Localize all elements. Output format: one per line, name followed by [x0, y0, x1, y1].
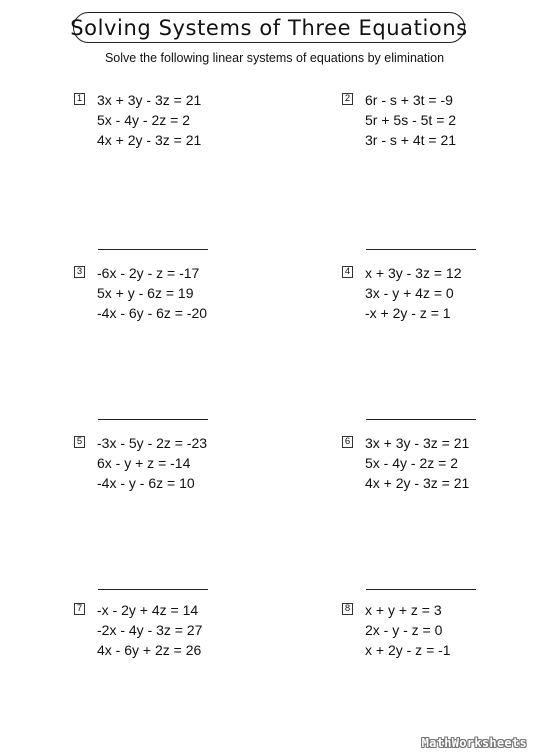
- problem-number: 7: [74, 603, 85, 615]
- page-title: Solving Systems of Three Equations: [70, 15, 468, 40]
- answer-line[interactable]: [366, 249, 476, 250]
- equation: -x - 2y + 4z = 14: [97, 602, 199, 618]
- equation: 3x - y + 4z = 0: [365, 285, 454, 301]
- problem-number: 8: [342, 603, 353, 615]
- problem-number: 3: [74, 266, 85, 278]
- equation-list: [365, 90, 456, 150]
- equation: 5x - 4y - 2z = 2: [365, 455, 458, 471]
- equation: -3x - 5y - 2z = -23: [97, 435, 208, 451]
- equation: x + 2y - z = -1: [365, 642, 451, 658]
- equation: -2x - 4y - 3z = 27: [97, 622, 203, 638]
- equation: 5x - 4y - 2z = 2: [97, 112, 190, 128]
- equation: 3x + 3y - 3z = 21: [365, 435, 470, 451]
- problem-number: 1: [74, 93, 85, 105]
- equation: 5x + y - 6z = 19: [97, 285, 194, 301]
- equation: 6r - s + 3t = -9: [365, 92, 453, 108]
- equation-list: [365, 433, 469, 493]
- answer-line[interactable]: [98, 249, 208, 250]
- equation: 3r - s + 4t = 21: [365, 132, 457, 148]
- watermark-logo: MathWorksheets: [421, 736, 527, 750]
- problem-number: 4: [342, 266, 353, 278]
- equation: 6x - y + z = -14: [97, 455, 191, 471]
- answer-line[interactable]: [98, 419, 208, 420]
- problem-number: 2: [342, 93, 353, 105]
- instructions: Solve the following linear systems of equations by elimination: [104, 51, 445, 65]
- equation-list: [365, 600, 451, 660]
- equation: 4x + 2y - 3z = 21: [365, 475, 470, 491]
- equation: -6x - 2y - z = -17: [97, 265, 200, 281]
- equation: 3x + 3y - 3z = 21: [97, 92, 202, 108]
- equation-list: [97, 600, 202, 660]
- equation: -x + 2y - z = 1: [365, 305, 451, 321]
- equation-list: [97, 90, 201, 150]
- equation: 4x + 2y - 3z = 21: [97, 132, 202, 148]
- equation: -4x - y - 6z = 10: [97, 475, 195, 491]
- answer-line[interactable]: [366, 419, 476, 420]
- equation-list: [97, 433, 207, 493]
- equation-list: [365, 263, 462, 323]
- equation: 5r + 5s - 5t = 2: [365, 112, 457, 128]
- problem-number: 6: [342, 436, 353, 448]
- equation: 4x - 6y + 2z = 26: [97, 642, 202, 658]
- answer-line[interactable]: [98, 589, 208, 590]
- equation: x + y + z = 3: [365, 602, 442, 618]
- equation-list: [97, 263, 207, 323]
- equation: 2x - y - z = 0: [365, 622, 443, 638]
- problem-number: 5: [74, 436, 85, 448]
- equation: x + 3y - 3z = 12: [365, 265, 462, 281]
- title-banner: [70, 12, 468, 43]
- equation: -4x - 6y - 6z = -20: [97, 305, 208, 321]
- answer-line[interactable]: [366, 589, 476, 590]
